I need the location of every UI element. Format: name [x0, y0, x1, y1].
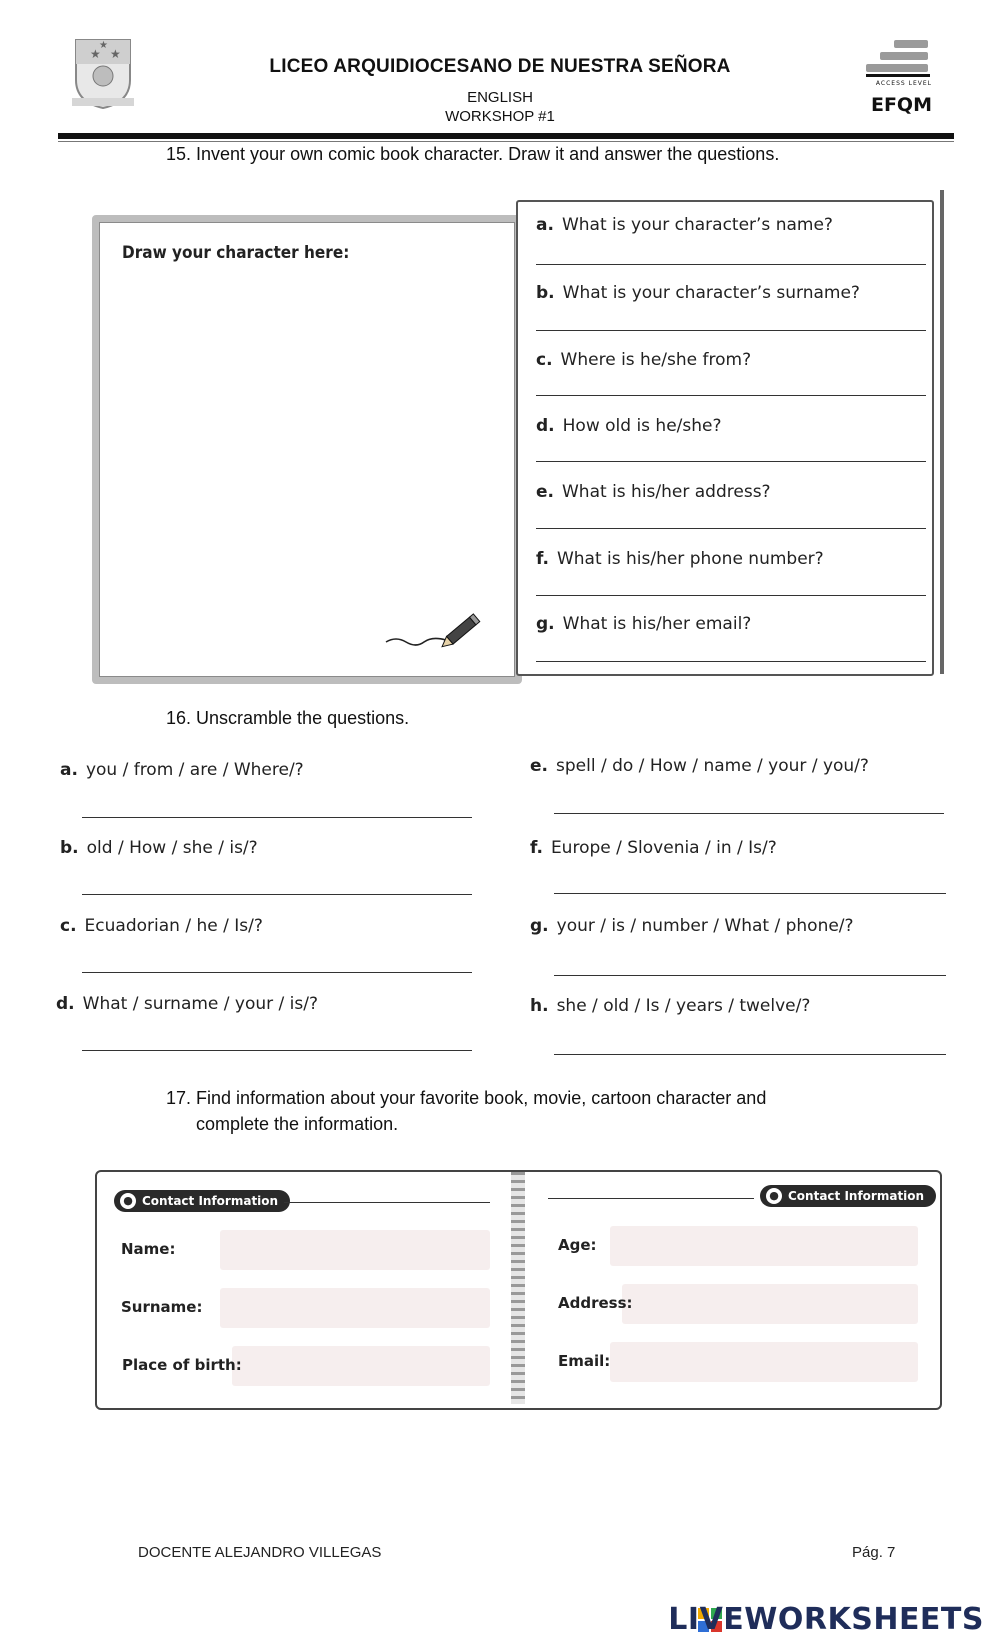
instruction-16: 16. Unscramble the questions.	[166, 708, 410, 728]
answer-line-15e[interactable]	[536, 528, 926, 529]
field-label-address: Address:	[558, 1294, 633, 1312]
answer-line-15d[interactable]	[536, 461, 926, 462]
answer-line-16f[interactable]	[554, 893, 946, 894]
footer-page-number: Pág. 7	[852, 1544, 896, 1561]
field-bg-age[interactable]	[610, 1226, 918, 1266]
answer-line-16e[interactable]	[554, 813, 944, 814]
footer-teacher: DOCENTE ALEJANDRO VILLEGAS	[138, 1544, 382, 1561]
answer-line-16a[interactable]	[82, 817, 472, 818]
field-label-name: Name:	[121, 1240, 176, 1258]
liveworksheets-watermark[interactable]: LIVEWORKSHEETS	[668, 1602, 984, 1637]
scramble-16b: b. old / How / she / is/?	[60, 838, 258, 858]
answer-line-16g[interactable]	[554, 975, 946, 976]
svg-text:★: ★	[110, 47, 121, 61]
field-bg-surname[interactable]	[220, 1288, 490, 1328]
answer-line-16h[interactable]	[554, 1054, 946, 1055]
field-bg-address[interactable]	[622, 1284, 918, 1324]
instruction-15: 15. Invent your own comic book character. Draw it and answer the questions.	[166, 144, 780, 164]
card-title-line-left[interactable]	[284, 1202, 490, 1203]
question-15b: b. What is your character’s surname?	[536, 283, 860, 303]
answer-line-15g[interactable]	[536, 661, 926, 662]
answer-line-15b[interactable]	[536, 330, 926, 331]
answer-line-15f[interactable]	[536, 595, 926, 596]
scramble-16g: g. your / is / number / What / phone/?	[530, 916, 854, 936]
school-name: LICEO ARQUIDIOCESANO DE NUESTRA SEÑORA	[269, 56, 731, 77]
answer-line-15c[interactable]	[536, 395, 926, 396]
question-15a: a. What is your character’s name?	[536, 215, 833, 235]
pencil-icon	[384, 604, 484, 654]
workshop-title: WORKSHOP #1	[445, 108, 555, 125]
svg-text:★: ★	[90, 47, 101, 61]
svg-text:★: ★	[99, 40, 108, 51]
efqm-brand-text: EFQM	[870, 94, 932, 116]
field-bg-email[interactable]	[610, 1342, 918, 1382]
scramble-16a: a. you / from / are / Where/?	[60, 760, 304, 780]
subject-title: ENGLISH	[467, 89, 533, 106]
question-15c: c. Where is he/she from?	[536, 350, 752, 370]
field-label-email: Email:	[558, 1352, 611, 1370]
answer-line-16c[interactable]	[82, 972, 472, 973]
field-label-age: Age:	[558, 1236, 597, 1254]
person-icon: ●	[766, 1188, 782, 1204]
question-15e: e. What is his/her address?	[536, 482, 771, 502]
header-rule-thick	[58, 133, 954, 139]
question-15d: d. How old is he/she?	[536, 416, 722, 436]
field-bg-place-of-birth[interactable]	[232, 1346, 490, 1386]
contact-info-pill-left: ● Contact Information	[114, 1190, 290, 1212]
header-rule-thin	[58, 141, 954, 142]
scramble-16f: f. Europe / Slovenia / in / Is/?	[530, 838, 777, 858]
field-label-place-of-birth: Place of birth:	[122, 1356, 242, 1374]
field-label-surname: Surname:	[121, 1298, 203, 1316]
answer-line-16b[interactable]	[82, 894, 472, 895]
scramble-16h: h. she / old / Is / years / twelve/?	[530, 996, 811, 1016]
question-15f: f. What is his/her phone number?	[536, 549, 824, 569]
scramble-16d: d. What / surname / your / is/?	[56, 994, 319, 1014]
instruction-17-line1: 17. Find information about your favorite book, movie, cartoon character and	[166, 1088, 767, 1108]
instruction-17-line2: complete the information.	[196, 1114, 399, 1134]
questions-panel	[516, 200, 934, 676]
scramble-16e: e. spell / do / How / name / your / you/?	[530, 756, 869, 776]
answer-line-16d[interactable]	[82, 1050, 472, 1051]
card-title-line-right[interactable]	[548, 1198, 754, 1199]
questions-panel-shadow	[940, 190, 944, 674]
card-spiral-binding	[511, 1172, 525, 1404]
efqm-level-text: ACCESS LEVEL	[875, 80, 932, 87]
question-15g: g. What is his/her email?	[536, 614, 752, 634]
efqm-logo	[866, 38, 936, 118]
scramble-16c: c. Ecuadorian / he / Is/?	[60, 916, 263, 936]
answer-line-15a[interactable]	[536, 264, 926, 265]
draw-character-label: Draw your character here:	[122, 243, 350, 263]
contact-info-pill-right: ● Contact Information	[760, 1185, 936, 1207]
field-bg-name[interactable]	[220, 1230, 490, 1270]
person-icon: ●	[120, 1193, 136, 1209]
